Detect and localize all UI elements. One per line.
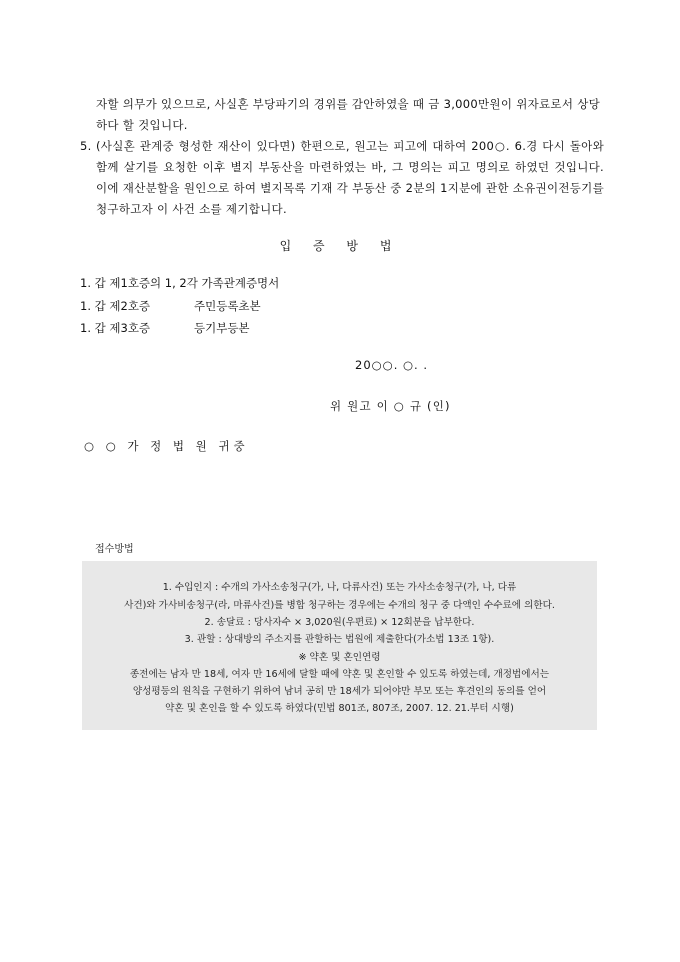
receipt-method-title: 접수방법 — [95, 544, 134, 555]
evidence-item — [80, 297, 261, 315]
evidence-item — [80, 319, 250, 337]
evidence-label: 1. 갑 제2호증 — [80, 299, 151, 313]
plaintiff-signature: 위 원고 이 ○ 규 (인) — [330, 399, 451, 413]
evidence-label: 1. 갑 제1호증의 1, 2각 가족관계증명서 — [80, 276, 280, 290]
paragraph-continuation: 자할 의무가 있으므로, 사실혼 부당파기의 경위를 감안하였을 때 금 3,000만원이 위자료로서 상당하다 할 것입니다. — [96, 97, 601, 132]
receipt-line: 양성평등의 원칙을 구현하기 위하여 남녀 공히 만 18세가 되어야만 부모 또는 후견인의 동의를 얻어 — [132, 686, 547, 697]
evidence-item — [80, 274, 279, 292]
evidence-document: 등기부등본 — [194, 321, 250, 335]
paragraph-5-text: (사실혼 관계중 형성한 재산이 있다면) 한편으로, 원고는 피고에 대하여 200○. 6.경 다시 돌아와 함께 살기를 요청한 이후 별지 부동산을 마련하였는 바, 그 명의는 피고 명의로 하였던 것입니다. 이에 재산분할을 원인으로 하여 별지목록 기재 각 부동산 중 2분의 1지분에 관한 소유권이전등기를 청구하고자 이 사건 소를 제기합니다. — [96, 139, 604, 216]
receipt-line: 약혼 및 혼인을 할 수 있도록 하였다(민법 801조, 807조, 2007. 12. 21.부터 시행) — [165, 703, 514, 714]
receipt-line: 2. 송달료 : 당사자수 × 3,020원(우편료) × 12회분을 납부한다. — [204, 617, 475, 628]
receipt-line: ※ 약혼 및 혼인연령 — [298, 652, 381, 663]
court-addressee: ○ ○ 가 정 법 원 귀중 — [84, 439, 249, 453]
receipt-line: 사건)와 가사비송청구(라, 마류사건)를 병합 청구하는 경우에는 수개의 청구 중 다액인 수수료에 의한다. — [124, 600, 555, 611]
receipt-line: 1. 수입인지 : 수개의 가사소송청구(가, 나, 다류사건) 또는 가사소송청구(가, 나, 다류 — [162, 582, 517, 593]
paragraph-5 — [80, 136, 604, 220]
receipt-method-box — [82, 561, 597, 730]
receipt-line: 3. 관할 : 상대방의 주소지를 관할하는 법원에 제출한다(가소법 13조 1항). — [184, 634, 495, 645]
evidence-label: 1. 갑 제3호증 — [80, 321, 151, 335]
receipt-line: 종전에는 남자 만 18세, 여자 만 16세에 달할 때에 약혼 및 혼인할 수 있도록 하였는데, 개정법에서는 — [129, 669, 550, 680]
filing-date: 20○○. ○. . — [355, 358, 429, 372]
evidence-title: 입 증 방 법 — [279, 239, 401, 253]
evidence-document: 주민등록초본 — [194, 299, 261, 313]
paragraph-number: 5. — [80, 139, 92, 153]
